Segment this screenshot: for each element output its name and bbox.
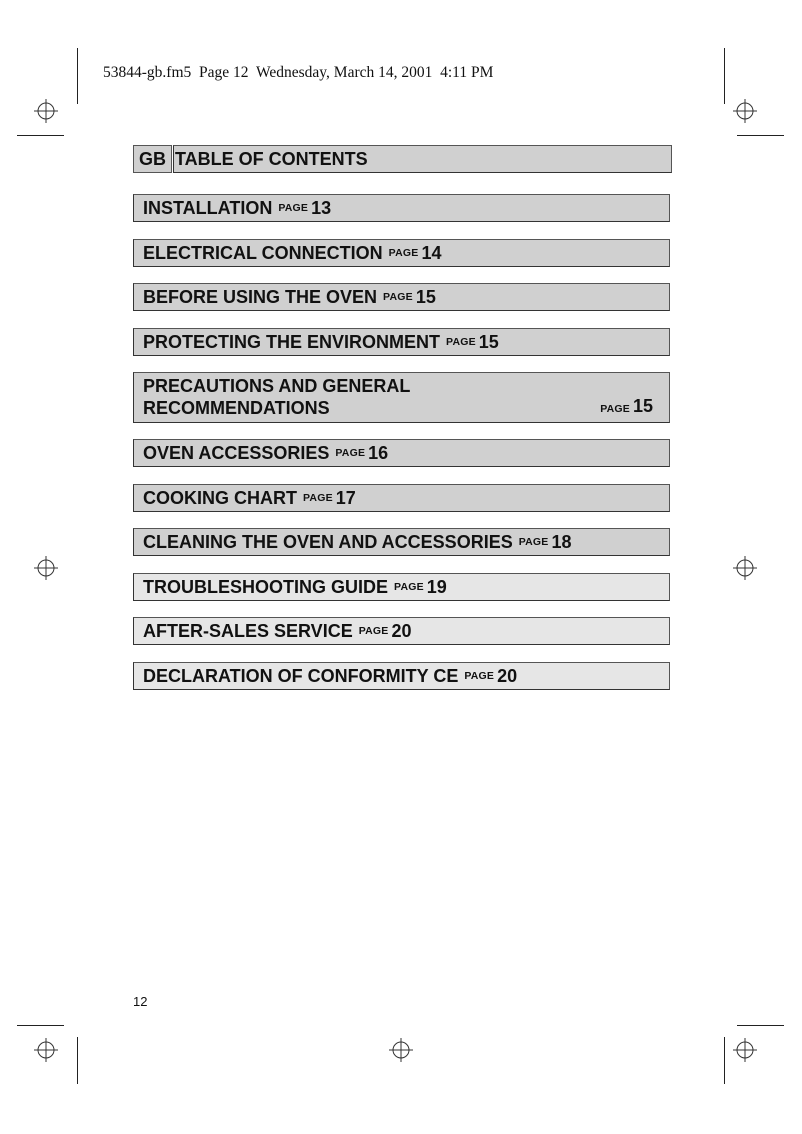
toc-entry-title-line1: PRECAUTIONS AND GENERAL <box>143 376 411 396</box>
toc-entry <box>133 239 670 267</box>
toc-entry-title: DECLARATION OF CONFORMITY CE <box>143 665 459 686</box>
registration-mark-icon <box>733 99 757 123</box>
page-title <box>173 145 672 173</box>
print-header: 53844-gb.fm5 Page 12 Wednesday, March 14, 2001 4:11 PM <box>103 64 494 81</box>
toc-entry-title: TROUBLESHOOTING GUIDE <box>143 576 389 597</box>
page-label: PAGE <box>278 202 309 214</box>
registration-mark-icon <box>733 1038 757 1062</box>
page-label: PAGE <box>394 581 424 593</box>
toc-entry-title-line2: RECOMMENDATIONS <box>143 398 330 418</box>
page-label: PAGE <box>303 492 333 504</box>
page-label: PAGE <box>464 670 495 682</box>
registration-mark-icon <box>34 556 58 580</box>
registration-mark-icon <box>34 99 58 123</box>
registration-mark-icon <box>34 1038 58 1062</box>
toc-entry <box>133 283 670 311</box>
toc-entry <box>133 484 670 512</box>
registration-mark-icon <box>389 1038 413 1062</box>
toc-entry-page: 20 <box>497 665 518 686</box>
crop-mark <box>77 48 78 104</box>
page-title-text: TABLE OF CONTENTS <box>175 148 368 169</box>
page-label: PAGE <box>388 247 419 259</box>
toc-entry <box>133 662 670 690</box>
page-label: PAGE <box>383 291 413 303</box>
toc-entry <box>133 194 670 222</box>
toc-entry-page: 15 <box>632 396 653 416</box>
toc-entry-page: 17 <box>335 487 356 508</box>
toc-entry-page: 19 <box>426 576 447 597</box>
crop-mark <box>737 1025 784 1026</box>
page-number: 12 <box>133 994 148 1009</box>
toc-entry-title: BEFORE USING THE OVEN <box>143 286 378 307</box>
toc-entry-page: 18 <box>551 531 572 552</box>
toc-entry-page: 15 <box>478 331 499 352</box>
toc-entry <box>133 528 670 556</box>
toc-entry <box>133 328 670 356</box>
toc-entry-page: 20 <box>391 620 412 641</box>
crop-mark <box>17 135 64 136</box>
crop-mark <box>77 1037 78 1084</box>
page-label: PAGE <box>446 336 476 348</box>
toc-entry-page: 15 <box>415 286 436 307</box>
toc-entry <box>133 439 670 467</box>
language-code: GB <box>133 145 172 173</box>
toc-entry <box>133 573 670 601</box>
page-label: PAGE <box>600 403 630 415</box>
toc-entry-page: 13 <box>311 197 332 218</box>
page-label: PAGE <box>335 447 366 459</box>
toc-entry-page: 16 <box>368 442 389 463</box>
toc-entry-title: INSTALLATION <box>143 197 273 218</box>
crop-mark <box>17 1025 64 1026</box>
toc-entry-title: AFTER-SALES SERVICE <box>143 620 353 641</box>
crop-mark <box>724 48 725 104</box>
page-label: PAGE <box>518 536 549 548</box>
toc-entry-title: ELECTRICAL CONNECTION <box>143 242 383 263</box>
crop-mark <box>724 1037 725 1084</box>
toc-entry-title: PROTECTING THE ENVIRONMENT <box>143 331 441 352</box>
toc-entry <box>133 617 670 645</box>
toc-entry <box>133 372 670 423</box>
toc-entry-page: 14 <box>421 242 442 263</box>
toc-entry-title: CLEANING THE OVEN AND ACCESSORIES <box>143 531 513 552</box>
toc-entry-page-ref <box>594 395 653 420</box>
toc-entry-title: OVEN ACCESSORIES <box>143 442 330 463</box>
crop-mark <box>737 135 784 136</box>
registration-mark-icon <box>733 556 757 580</box>
page-label: PAGE <box>358 625 389 637</box>
toc-entry-title: COOKING CHART <box>143 487 297 508</box>
